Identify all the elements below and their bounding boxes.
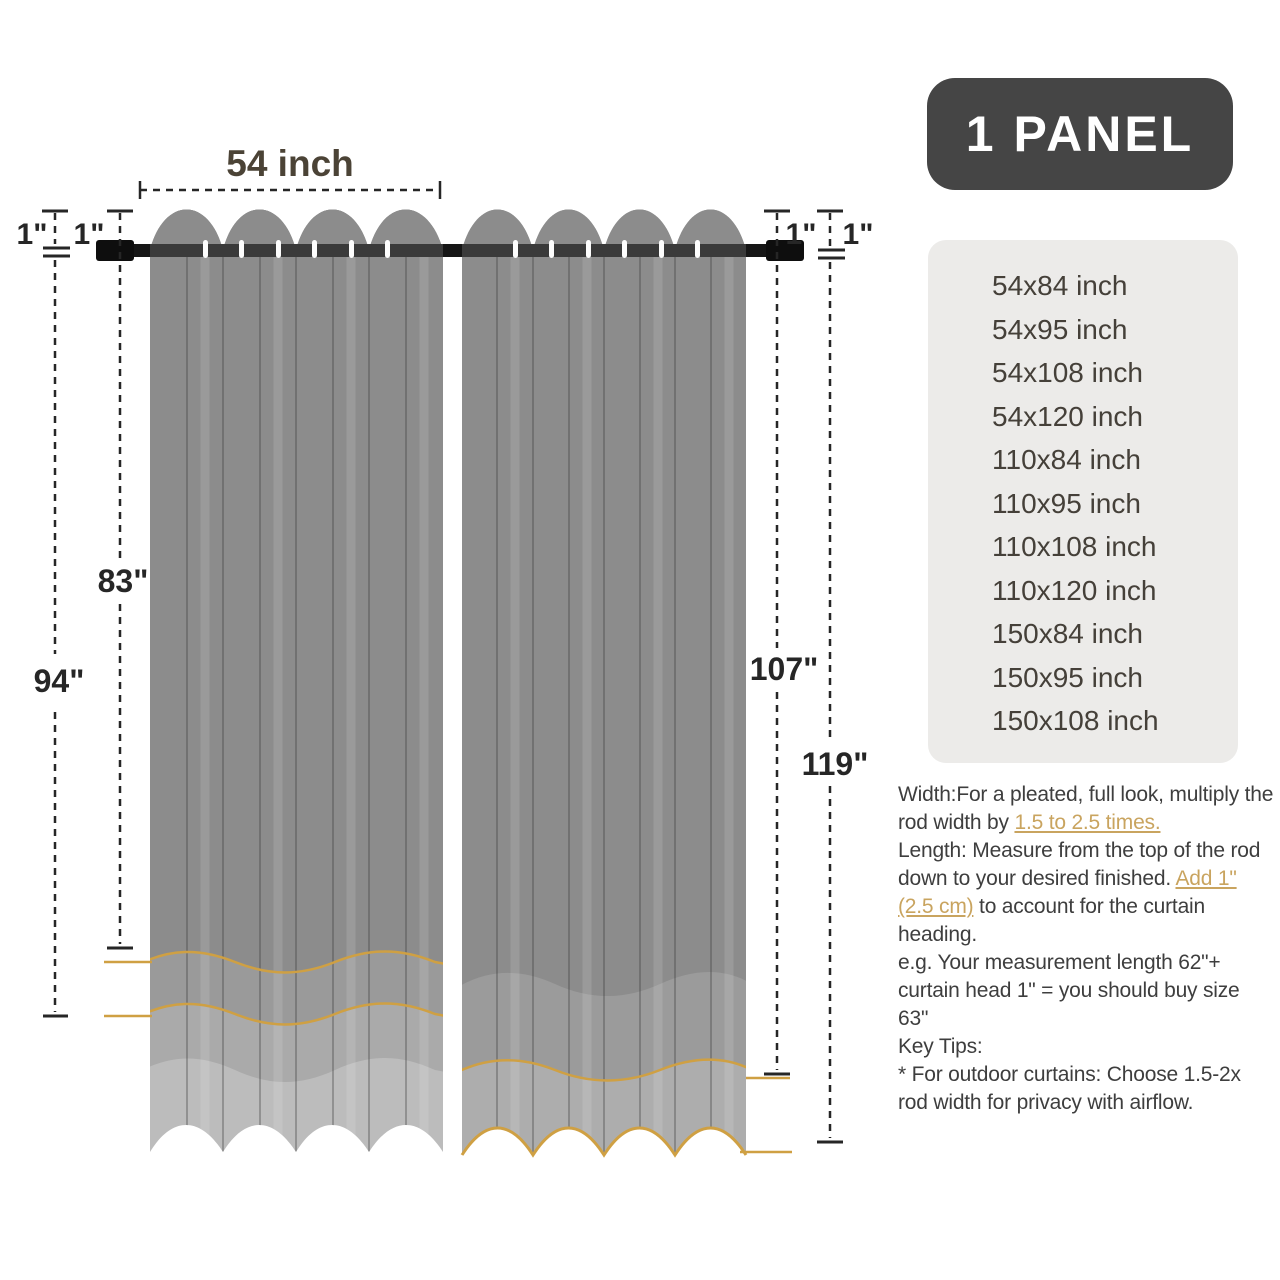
one-inch-label-left-inner: 1" [73,218,105,251]
example-and-tips [898,949,1274,1117]
size-option: 54x95 inch [992,313,1128,345]
height-label-107: 107" [749,651,819,687]
left-curtain-panel [135,190,456,1165]
panel-count-label: 1 PANEL [965,106,1195,162]
size-option: 150x95 inch [992,661,1144,693]
size-option: 150x84 inch [992,618,1144,649]
length-note-text-before: Measure from the top of the rod down to your desired finished. [898,839,1261,890]
width-note-text: For a pleated, full look, multiply the rod width by [898,783,1274,834]
size-option: 54x120 inch [992,400,1144,432]
one-inch-label-right-inner: 1" [785,218,817,251]
size-option: 54x84 inch [992,270,1128,301]
size-option: 110x84 inch [992,444,1141,475]
length-note-text-after: to account for the curtain heading. [898,895,1205,946]
size-option: 110x108 inch [992,531,1157,562]
right-outer-dimension-line [817,211,845,1142]
size-options-panel [928,240,1238,763]
one-inch-label-right-outer: 1" [842,218,874,251]
one-inch-label-left-outer: 1" [16,218,48,251]
right-curtain-panel [450,190,760,1168]
height-label-83: 83" [97,563,149,599]
width-note-link: 1.5 to 2.5 times. [1014,811,1161,834]
outdoor-tip: * For outdoor curtains: Choose 1.5-2x rod width for privacy with airflow. [898,1063,1241,1114]
length-note [898,837,1274,949]
size-option: 150x108 inch [992,705,1159,736]
height-label-119: 119" [801,746,869,782]
length-note-label: Length: [898,839,967,862]
example-note: e.g. Your measurement length 62"+ curtain head 1" = you should buy size 63" [898,951,1240,1030]
measurement-notes [898,781,1274,1117]
right-inner-dimension-line [764,211,790,1074]
width-note [898,781,1274,837]
height-label-94: 94" [33,663,85,699]
key-tips-label: Key Tips: [898,1035,983,1058]
size-option: 54x108 inch [992,357,1144,388]
rod-width-label: 54 inch [226,143,354,184]
size-option: 110x120 inch [992,574,1157,606]
length-note-link: Add 1" (2.5 cm) [898,867,1237,918]
width-note-label: Width: [898,783,957,806]
size-option: 110x95 inch [992,487,1141,519]
panel-count-badge [927,78,1233,190]
left-outer-dimension-line [42,211,70,1016]
